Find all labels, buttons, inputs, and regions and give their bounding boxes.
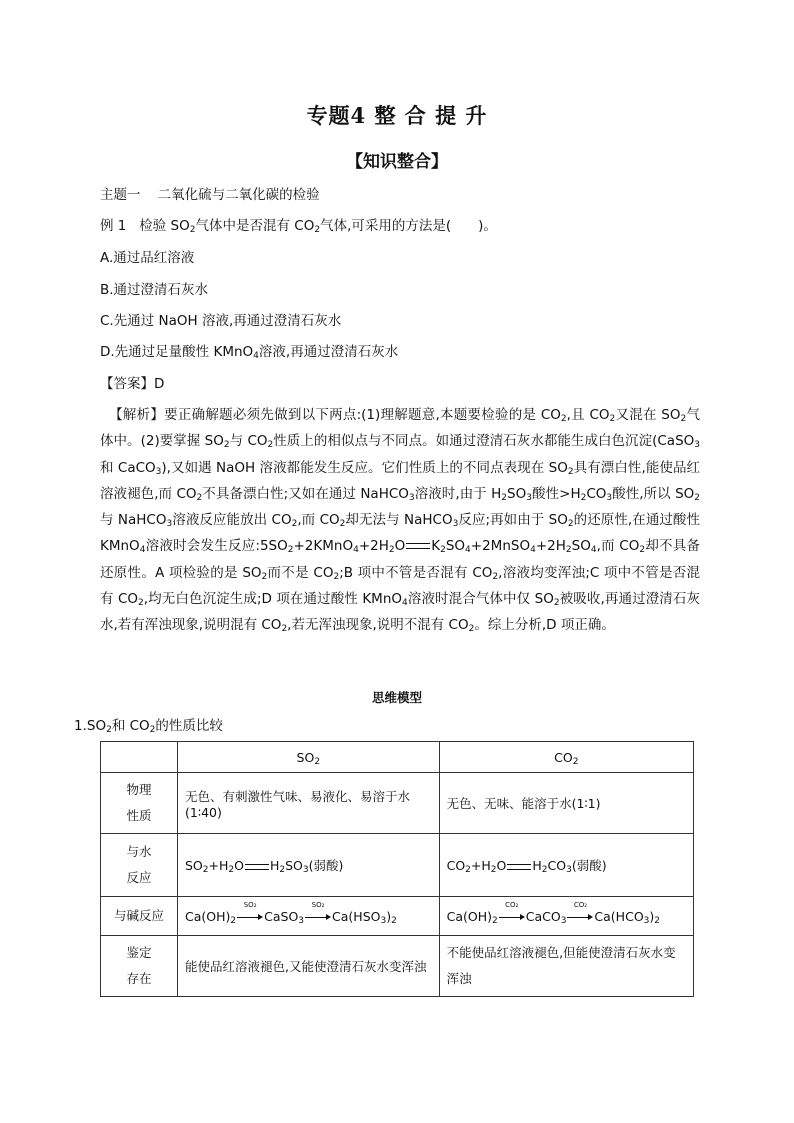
topic-text: 二氧化硫与二氧化碳的检验 — [157, 187, 320, 203]
option-a: A.通过品红溶液 — [100, 250, 195, 266]
topic-label: 主题一 — [100, 187, 141, 203]
example-question: 例 1 检验 $SO_2$气体中是否混有 $CO_2$气体,可采用的方法是( )。 — [100, 218, 497, 235]
option-d: D.先通过足量酸性 KMnO$_4$溶液,再通过澄清石灰水 — [100, 344, 399, 361]
table-row — [101, 936, 694, 997]
equilibrium-sign — [245, 864, 269, 870]
cell-so2-physical: 无色、有刺激性气味、易液化、易溶于水(1∶40) — [178, 773, 440, 834]
row-head-alkali: 与碱反应 — [101, 897, 178, 936]
cell-so2-identify: 能使品红溶液褪色,又能使澄清石灰水变浑浊 — [178, 936, 440, 997]
cell-co2-physical: 无色、无味、能溶于水(1∶1) — [439, 773, 693, 834]
cell-so2-water: $SO_2+H_2O$ $H_2SO_3$(弱酸) — [178, 834, 440, 897]
table-row — [101, 897, 694, 936]
table-corner-cell — [101, 742, 178, 773]
header-co2: $CO_2$ — [439, 742, 693, 773]
option-b: B.通过澄清石灰水 — [100, 282, 209, 298]
header-so2: $SO_2$ — [178, 742, 440, 773]
row-head-water: 与水 反应 — [101, 834, 178, 897]
section-subtitle: 【知识整合】 — [346, 152, 448, 172]
table-header-row — [101, 742, 694, 773]
comparison-table — [100, 741, 694, 997]
cell-co2-identify: 不能使品红溶液褪色,但能使澄清石灰水变浑浊 — [439, 936, 693, 997]
topic-line — [100, 185, 320, 205]
compare-title: $1.SO_2$和 $CO_2$的性质比较 — [74, 718, 223, 735]
example-label: 例 1 — [100, 218, 127, 234]
row-head-physical: 物理 性质 — [101, 773, 178, 834]
cell-so2-alkali: $Ca(OH)_2$ SO₂ CaSO$_3$ SO₂ $Ca(HSO_3)_2$ — [178, 897, 440, 936]
reaction-arrow: SO₂ — [305, 912, 331, 922]
row-head-identify: 鉴定 存在 — [101, 936, 178, 997]
cell-co2-water: $CO_2+H_2O$ $H_2CO_3$(弱酸) — [439, 834, 693, 897]
reaction-arrow: SO₂ — [237, 912, 263, 922]
equilibrium-sign — [507, 864, 531, 870]
table-row — [101, 834, 694, 897]
analysis-paragraph: 【解析】要正确解题必须先做到以下两点:(1)理解题意,本题要检验的是 $CO_2$,且 $CO_2$又混在 $SO_2$气体中。(2)要掌握 $SO_2$与 $CO_2$性质上的相似点与不同点。如通过澄清石灰水都能生成白色沉淀(CaSO$_3$和 CaCO$_3$),又如遇 NaOH 溶液都能发生反应。它们性质上的不同点表现在 $SO_2$具有漂白性,能使品红溶液褪色,而 $CO_2$不具备漂白性;又如在通过 NaHCO$_3$溶液时,由于 $H_2SO_3$酸性$>H_2CO_3$酸性,所以 $SO_2$与 NaHCO$_3$溶液反应能放出 $CO_2$,而 $CO_2$却无法与 NaHCO$_3$反应;再如由于 $SO_2$的还原性,在通过酸性 KMnO$_4$溶液时会发生反应$:5SO_2+2KMnO_4+2H_2O$ $K_2SO_4+2MnSO_4+2H_2SO_4$,而 $CO_2$却不具备还原性。A 项检验的是 $SO_2$而不是 $CO_2;B$ 项中不管是否混有 $CO_2$,溶液均变浑浊;C 项中不管是否混有 $CO_2$,均无白色沉淀生成;D 项在通过酸性 KMnO$_4$溶液时混合气体中仅 $SO_2$被吸收,再通过澄清石灰水,若有浑浊现象,说明混有 $CO_2$,若无浑浊现象,说明不混有 $CO_2$。综上分析,D 项正确。 — [100, 407, 701, 635]
page-title: 专题4 整 合 提 升 — [306, 103, 488, 128]
cell-co2-alkali: $Ca(OH)_2$ CO₂ CaCO$_3$ CO₂ $Ca(HCO_3)_2$ — [439, 897, 693, 936]
option-c: C.先通过 NaOH 溶液,再通过澄清石灰水 — [100, 313, 342, 329]
reaction-arrow: CO₂ — [567, 912, 593, 922]
answer-line: 【答案】D — [100, 376, 165, 392]
reaction-arrow: CO₂ — [499, 912, 525, 922]
table-row — [101, 773, 694, 834]
thinking-model-heading: 思维模型 — [371, 690, 422, 705]
